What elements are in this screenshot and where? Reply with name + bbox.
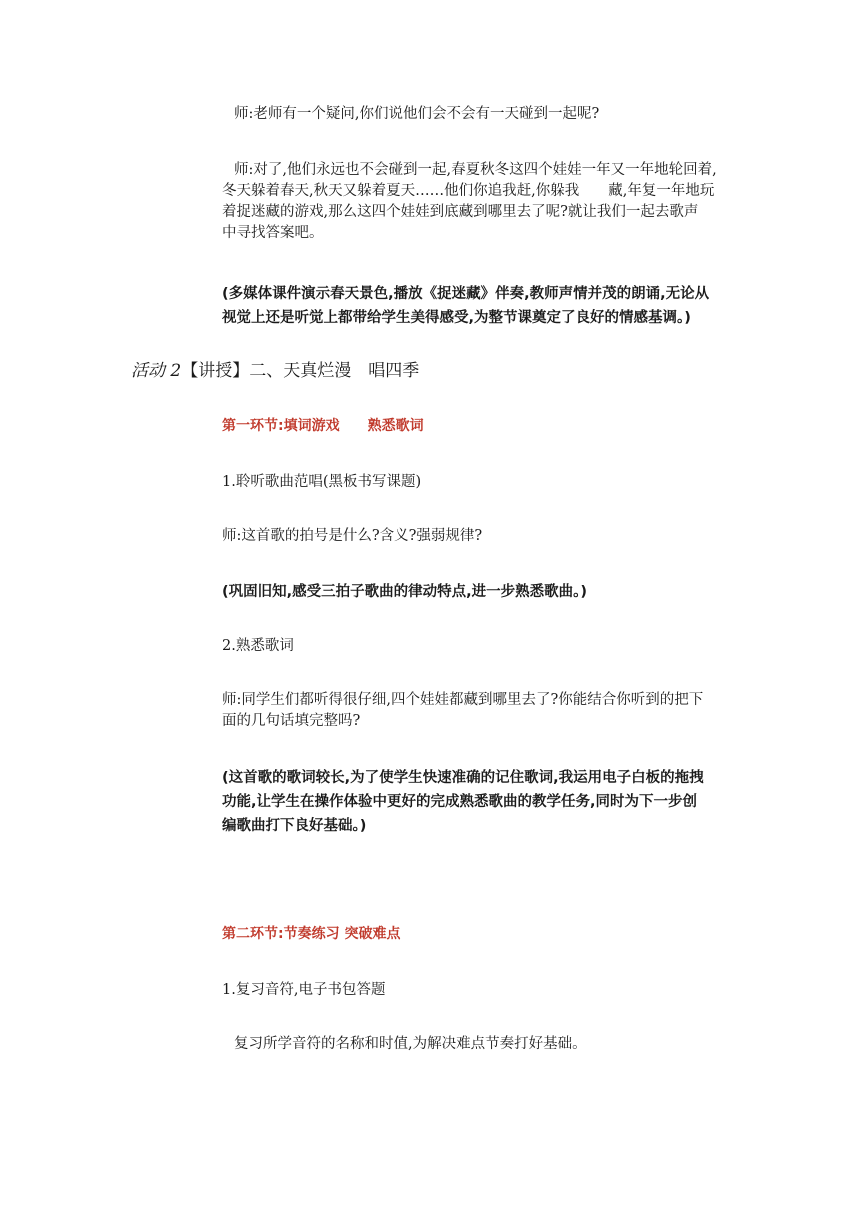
section1-question-2: [222, 690, 742, 732]
activity-title: 【讲授】二、天真烂漫 唱四季: [181, 361, 420, 381]
section1-title: 第一环节:填词游戏 熟悉歌词: [222, 418, 424, 434]
section1-note-2-line-2: 功能,让学生在操作体验中更好的完成熟悉歌曲的教学任务,同时为下一步创: [222, 794, 698, 810]
teacher-paragraph-2-line-4: 中寻找答案吧。: [222, 225, 324, 241]
teacher-paragraph-2-line-3: 着捉迷藏的游戏,那么这四个娃娃到底藏到哪里去了呢?就让我们一起去歌声: [222, 204, 699, 220]
activity-heading: [131, 359, 419, 383]
section1-question-2-line-2: 面的几句话填完整吗?: [222, 713, 361, 729]
section2-text-1: 复习所学音符的名称和时值,为解决难点节奏打好基础。: [234, 1036, 587, 1052]
section1-note-2-line-3: 编歌曲打下良好基础。): [222, 818, 367, 834]
section1-item-2: 2.熟悉歌词: [222, 638, 294, 654]
note-multimedia: [222, 282, 742, 330]
section1-note-1: (巩固旧知,感受三拍子歌曲的律动特点,进一步熟悉歌曲。): [222, 584, 588, 600]
teacher-paragraph-2: [222, 160, 742, 244]
activity-number: 活动 2: [131, 361, 182, 381]
section2-item-1: 1.复习音符,电子书包答题: [222, 982, 386, 998]
teacher-question-1: 师:老师有一个疑问,你们说他们会不会有一天碰到一起呢?: [234, 106, 600, 122]
note-multimedia-line-2: 视觉上还是听觉上都带给学生美得感受,为整节课奠定了良好的情感基调。): [222, 310, 691, 326]
section1-question-2-line-1: 师:同学生们都听得很仔细,四个娃娃都藏到哪里去了?你能结合你听到的把下: [222, 692, 704, 708]
teacher-paragraph-2-line-1: 师:对了,他们永远也不会碰到一起,春夏秋冬这四个娃娃一年又一年地轮回着,: [234, 162, 717, 178]
section2-title: 第二环节:节奏练习 突破难点: [222, 926, 401, 942]
note-multimedia-line-1: (多媒体课件演示春天景色,播放《捉迷藏》伴奏,教师声情并茂的朗诵,无论从: [222, 286, 710, 302]
section1-item-1: 1.聆听歌曲范唱(黑板书写课题): [222, 474, 422, 490]
section1-question-1: 师:这首歌的拍号是什么?含义?强弱规律?: [222, 528, 483, 544]
section1-note-2-line-1: (这首歌的歌词较长,为了使学生快速准确的记住歌词,我运用电子白板的拖拽: [222, 770, 704, 786]
section1-note-2: [222, 766, 742, 838]
teacher-paragraph-2-line-2: 冬天躲着春天,秋天又躲着夏天……他们你追我赶,你躲我 藏,年复一年地玩: [222, 183, 715, 199]
